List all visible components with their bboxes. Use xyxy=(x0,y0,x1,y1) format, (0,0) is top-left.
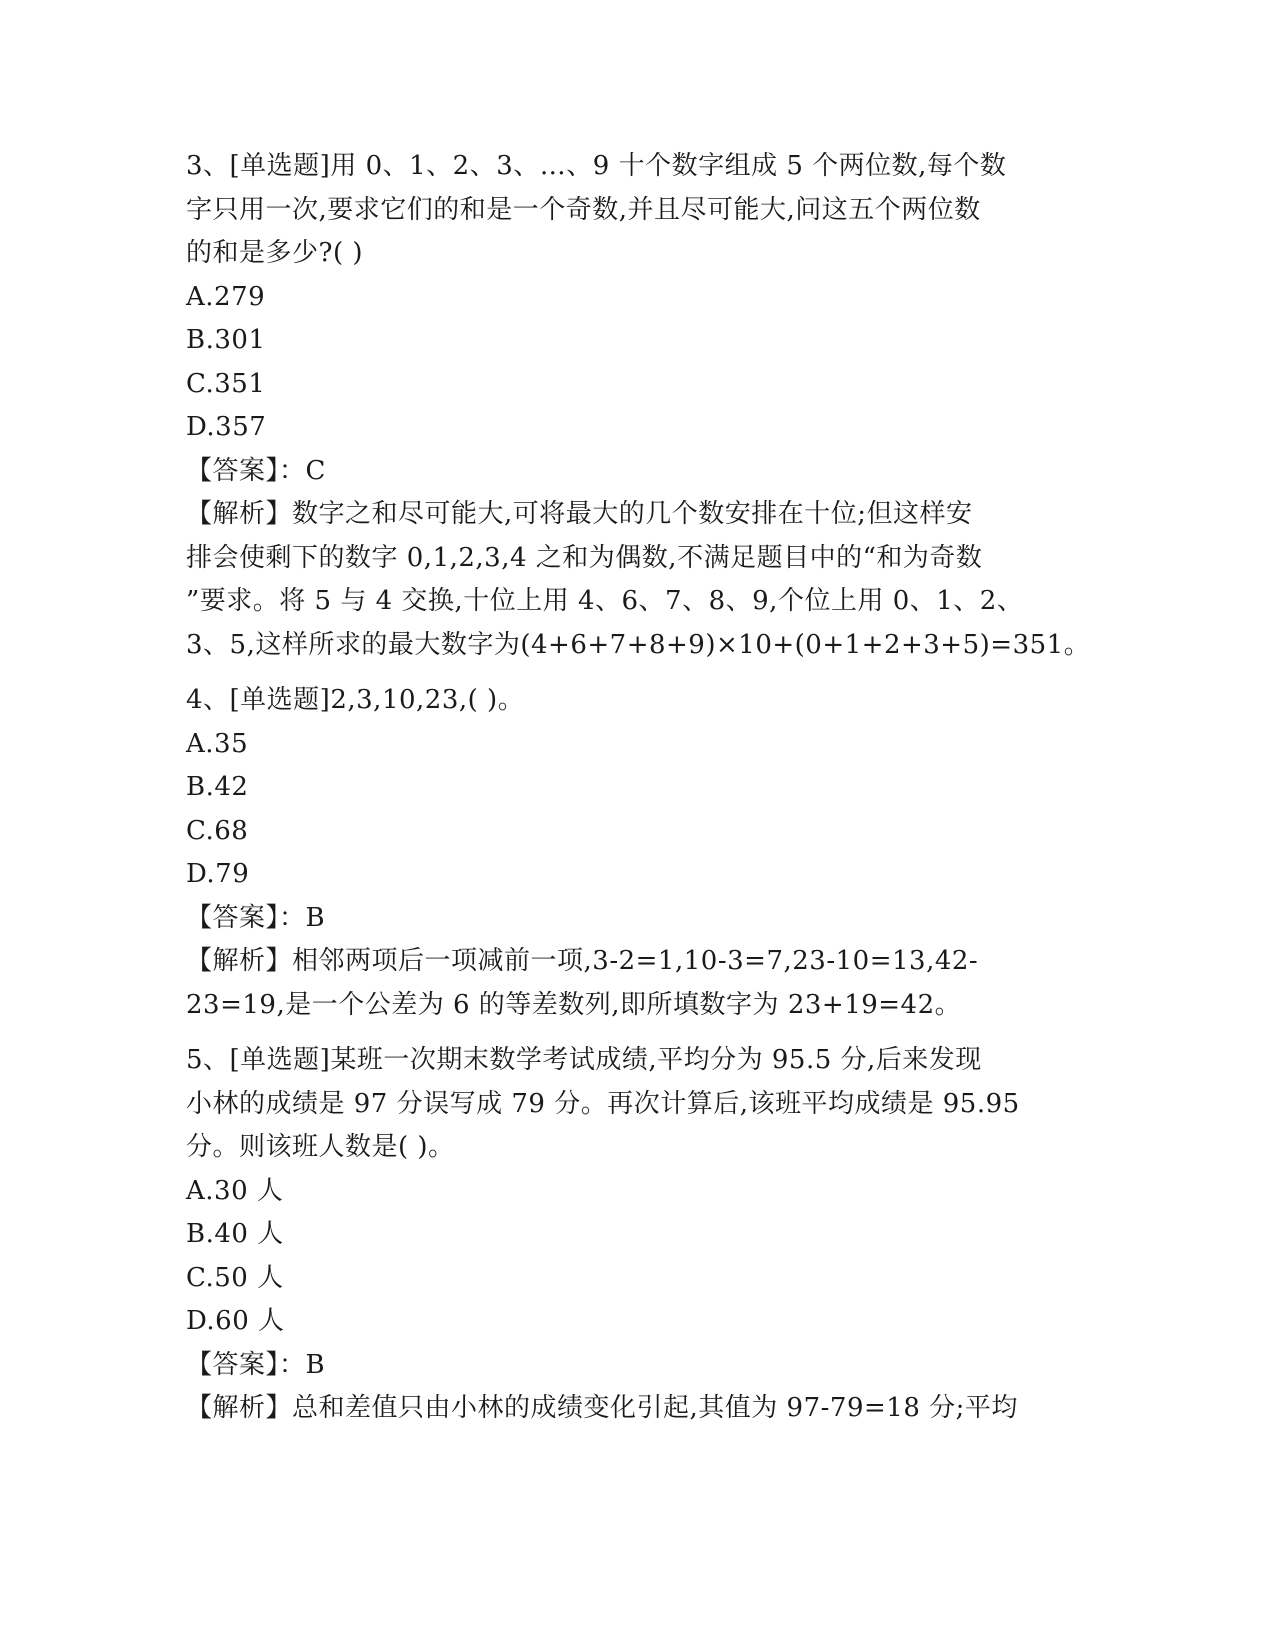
answer-line xyxy=(186,1344,1086,1388)
option-a: A.279 xyxy=(186,281,266,312)
option-c: C.50 人 xyxy=(186,1262,284,1293)
option-b: B.40 人 xyxy=(186,1219,284,1249)
answer-label: 【答案】： xyxy=(186,1349,306,1380)
option-a: A.35 xyxy=(186,728,249,759)
document-page xyxy=(186,145,1091,1443)
option-d: D.79 xyxy=(186,859,250,889)
question-stem-line: 字只用一次,要求它们的和是一个奇数,并且尽可能大,问这五个两位数 xyxy=(186,194,981,225)
option-d: D.60 人 xyxy=(186,1306,285,1336)
analysis-label: 【解析】 xyxy=(186,1393,293,1423)
option-b: B.42 xyxy=(186,772,249,802)
answer-value: C xyxy=(305,455,326,486)
answer-line xyxy=(186,450,1086,494)
option-a: A.30 人 xyxy=(186,1175,284,1206)
question-stem-line: 4、[单选题]2,3,10,23,( )。 xyxy=(186,685,525,715)
question-stem-line: 小林的成绩是 97 分误写成 79 分。再次计算后,该班平均成绩是 95.95 xyxy=(186,1088,1020,1119)
question-3 xyxy=(186,145,1091,667)
analysis-label: 【解析】 xyxy=(186,499,293,529)
question-4 xyxy=(186,679,1086,1027)
answer-label: 【答案】： xyxy=(186,455,306,486)
question-stem-line: 的和是多少?( ) xyxy=(186,238,363,268)
option-c: C.68 xyxy=(186,815,249,846)
analysis-text: 数字之和尽可能大,可将最大的几个数安排在十位;但这样安 xyxy=(292,499,973,529)
question-5 xyxy=(186,1039,1086,1431)
analysis-line: 排会使剩下的数字 0,1,2,3,4 之和为偶数,不满足题目中的“和为奇数 xyxy=(186,542,983,573)
option-b: B.301 xyxy=(186,325,266,355)
analysis-text: 相邻两项后一项减前一项,3-2=1,10-3=7,23-10=13,42- xyxy=(292,946,979,976)
question-stem-line: 3、[单选题]用 0、1、2、3、…、9 十个数字组成 5 个两位数,每个数 xyxy=(186,151,1007,181)
analysis-line: ”要求。将 5 与 4 交换,十位上用 4、6、7、8、9,个位上用 0、1、2、 xyxy=(186,586,1024,616)
analysis-label: 【解析】 xyxy=(186,946,293,976)
analysis-line: 23=19,是一个公差为 6 的等差数列,即所填数字为 23+19=42。 xyxy=(186,989,962,1020)
answer-value: B xyxy=(305,1349,326,1380)
answer-value: B xyxy=(305,902,326,933)
answer-label: 【答案】： xyxy=(186,902,306,933)
analysis-line xyxy=(186,1387,1086,1431)
question-stem-line: 分。则该班人数是( )。 xyxy=(186,1132,455,1162)
analysis-line xyxy=(186,940,1086,984)
analysis-text: 总和差值只由小林的成绩变化引起,其值为 97-79=18 分;平均 xyxy=(292,1393,1018,1423)
analysis-line: 3、5,这样所求的最大数字为(4+6+7+8+9)×10+(0+1+2+3+5)=351。 xyxy=(186,629,1091,660)
question-stem-line: 5、[单选题]某班一次期末数学考试成绩,平均分为 95.5 分,后来发现 xyxy=(186,1045,982,1075)
option-d: D.357 xyxy=(186,412,267,442)
analysis-line xyxy=(186,493,1086,537)
option-c: C.351 xyxy=(186,368,266,399)
answer-line xyxy=(186,897,1086,941)
